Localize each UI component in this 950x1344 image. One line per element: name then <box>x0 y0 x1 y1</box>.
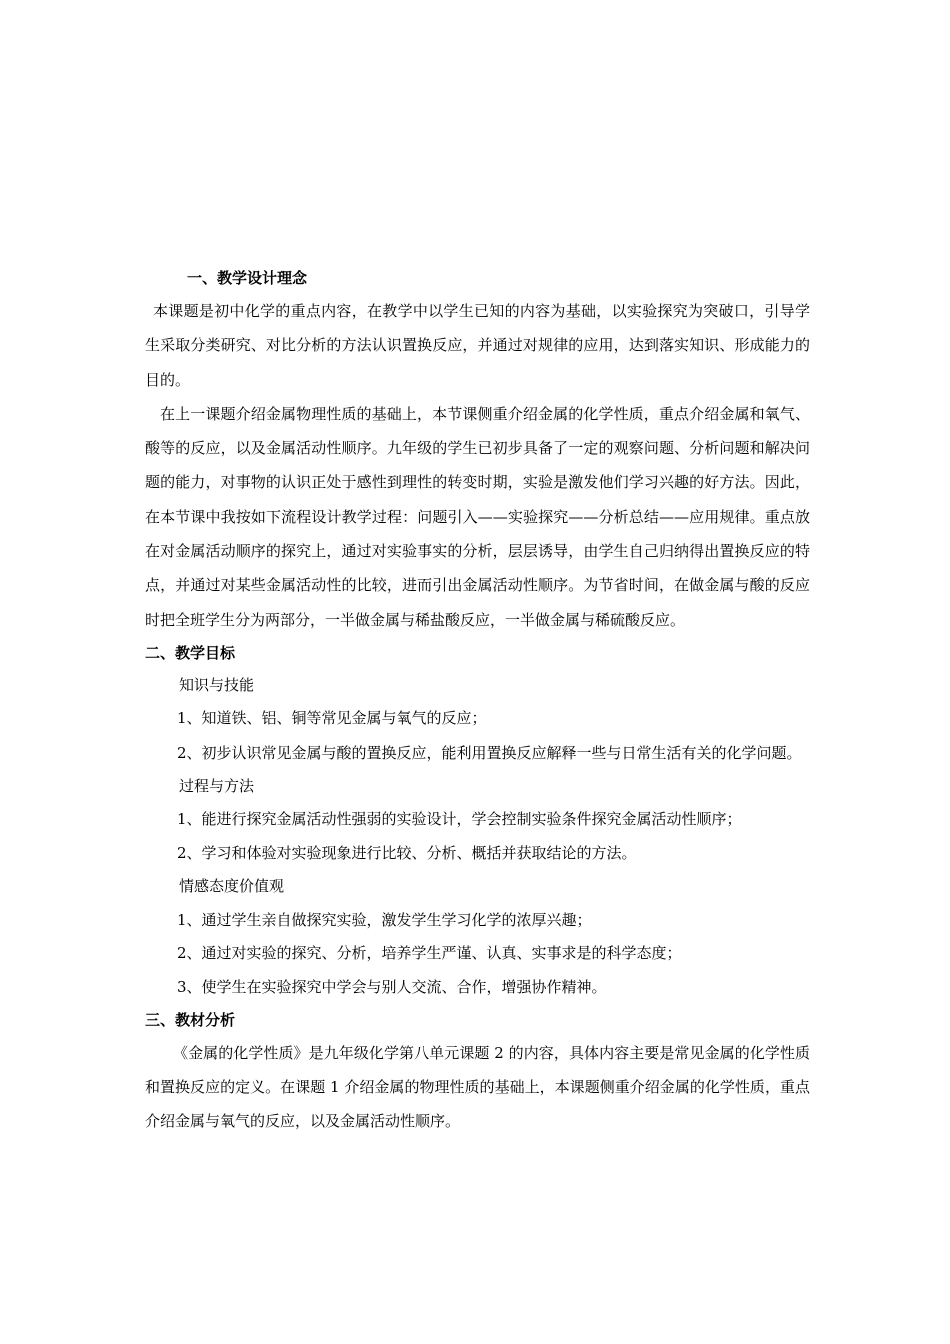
subheading-knowledge-skills: 知识与技能 <box>179 675 255 694</box>
section-heading-teaching-goals: 二、教学目标 <box>145 643 236 662</box>
paragraph-concept-1: 本课题是初中化学的重点内容，在教学中以学生已知的内容为基础，以实验探究为突破口，引导学生采取分类研究、对比分析的方法认识置换反应，并通过对规律的应用，达到落实知识、形成能力的目的。 <box>145 302 810 389</box>
subheading-process-method: 过程与方法 <box>179 776 255 795</box>
goal-item: 1、通过学生亲自做探究实验，激发学生学习化学的浓厚兴趣； <box>177 910 592 929</box>
goal-item: 1、能进行探究金属活动性强弱的实验设计，学会控制实验条件探究金属活动性顺序； <box>177 810 742 829</box>
goal-item: 3、使学生在实验探究中学会与别人交流、合作，增强协作精神。 <box>177 977 607 996</box>
section-heading-design-concept: 一、教学设计理念 <box>187 269 308 287</box>
goal-item: 2、初步认识常见金属与酸的置换反应，能利用置换反应解释一些与日常生活有关的化学问题。 <box>177 743 802 762</box>
goal-item: 2、学习和体验对实验现象进行比较、分析、概括并获取结论的方法。 <box>177 843 637 862</box>
goal-item: 2、通过对实验的探究、分析，培养学生严谨、认真、实事求是的科学态度； <box>177 944 682 963</box>
section-heading-textbook-analysis: 三、教材分析 <box>145 1011 236 1030</box>
subheading-emotion-values: 情感态度价值观 <box>179 877 285 896</box>
document-page <box>145 262 810 1138</box>
paragraph-textbook-analysis: 《金属的化学性质》是九年级化学第八单元课题 2 的内容，具体内容主要是常见金属的化学性质和置换反应的定义。在课题 1 介绍金属的物理性质的基础上，本课题侧重介绍金属的化学性质，重点介绍金属与氧气的反应，以及金属活动性顺序。 <box>145 1044 810 1131</box>
goal-item: 1、知道铁、铝、铜等常见金属与氧气的反应； <box>177 709 487 728</box>
paragraph-concept-2: 在上一课题介绍金属物理性质的基础上，本节课侧重介绍金属的化学性质，重点介绍金属和氧气、酸等的反应，以及金属活动性顺序。九年级的学生已初步具备了一定的观察问题、分析问题和解决问题的能力，对事物的认识正处于感性到理性的转变时期，实验是激发他们学习兴趣的好方法。因此，在本节课中我按如下流程设计教学过程：问题引入——实验探究——分析总结——应用规律。重点放在对金属活动顺序的探究上，通过对实验事实的分析，层层诱导，由学生自己归纳得出置换反应的特点，并通过对某些金属活动性的比较，进而引出金属活动性顺序。为节省时间，在做金属与酸的反应时把全班学生分为两部分，一半做金属与稀盐酸反应，一半做金属与稀硫酸反应。 <box>145 404 810 629</box>
